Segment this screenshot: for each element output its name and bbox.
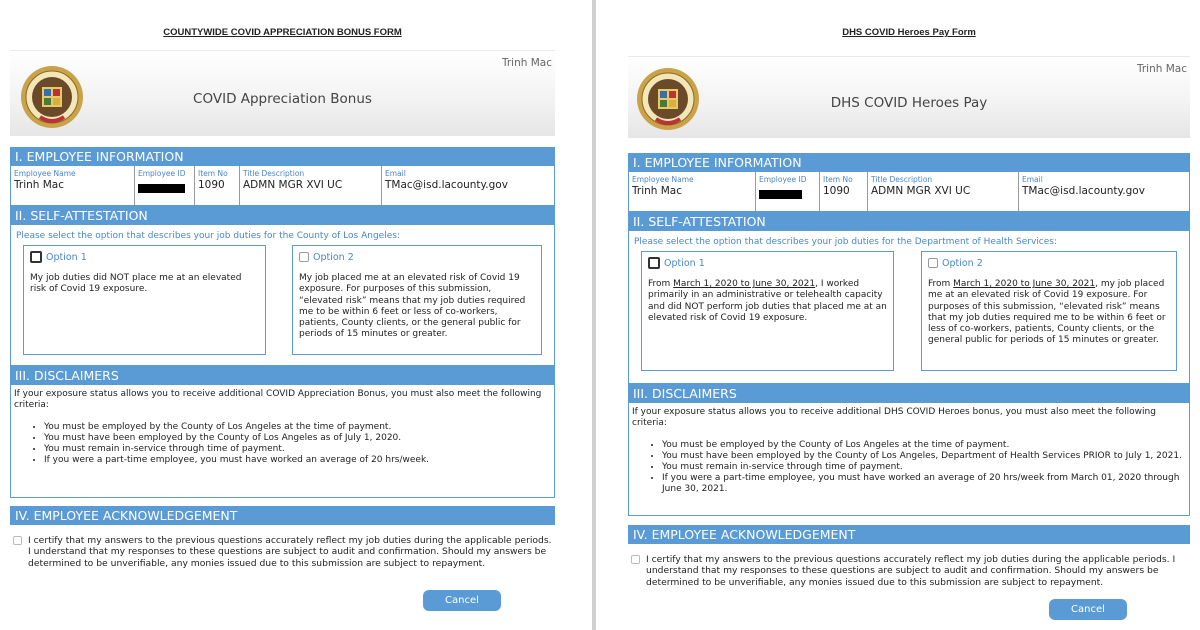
employee-id-cell: [135, 166, 195, 205]
user-name: Trinh Mac: [501, 57, 552, 69]
form-title: DHS COVID Heroes Pay Form: [842, 27, 976, 38]
title-description-cell: [868, 172, 1019, 211]
criteria-item: • If you were a part-time employee, you must have worked an average of 20 hrs/week.: [44, 455, 551, 466]
title-description-value: ADMN MGR XVI UC: [243, 179, 343, 191]
item-no-label: Item No: [198, 169, 228, 178]
option-2-label: Option 2: [942, 257, 983, 269]
page-title: DHS COVID Heroes Pay: [830, 95, 988, 111]
acknowledgement: [628, 544, 1190, 588]
user-name: Trinh Mac: [1136, 63, 1187, 75]
criteria-item: • You must be employed by the County of Los Angeles at the time of payment.: [44, 422, 551, 433]
option-1-label: Option 1: [46, 251, 87, 263]
acknowledgement-checkbox[interactable]: [631, 555, 640, 564]
email-value: TMac@isd.lacounty.gov: [1022, 185, 1145, 197]
email-label: Email: [1022, 175, 1043, 184]
employee-id-label: Employee ID: [138, 169, 186, 178]
section-disclaimers: III. DISCLAIMERS: [10, 366, 555, 385]
acknowledgement: [10, 525, 555, 569]
section-self-attestation: II. SELF-ATTESTATION: [10, 206, 555, 225]
employee-name-cell: [629, 172, 756, 211]
section-employee-information: I. EMPLOYEE INFORMATION: [628, 153, 1190, 172]
criteria-item: • You must have been employed by the County of Los Angeles, Department of Health Services PRIOR to July 1, 2021.: [662, 451, 1186, 462]
option-1-text: My job duties did NOT place me at an elevated risk of Covid 19 exposure.: [30, 273, 242, 295]
title-description-label: Title Description: [871, 175, 933, 184]
criteria-item: • You must remain in-service through time of payment.: [44, 444, 551, 455]
employee-name-cell: [11, 166, 135, 205]
form-header: [628, 56, 1190, 138]
option-2-text: My job placed me at an elevated risk of Covid 19 exposure. For purposes of this submission, “elevated risk” means that my job duties required me to be within 6 feet or less of co-workers, patients, County clients, or the general public for periods of 15 minutes or greater.: [299, 273, 526, 340]
disclaimer-intro: If your exposure status allows you to receive additional DHS COVID Heroes bonus, you must also meet the following criteria:: [632, 407, 1156, 429]
form-header: [10, 50, 555, 136]
title-description-cell: [240, 166, 382, 205]
option-1-label: Option 1: [664, 257, 705, 269]
employee-name-value: Trinh Mac: [632, 185, 683, 197]
item-no-value: 1090: [198, 179, 225, 191]
criteria-list: [662, 440, 1186, 495]
title-description-label: Title Description: [243, 169, 305, 178]
form-title: COUNTYWIDE COVID APPRECIATION BONUS FORM: [163, 27, 402, 38]
item-no-cell: [820, 172, 868, 211]
option-1-checkbox[interactable]: [30, 251, 42, 263]
email-cell: [1019, 172, 1189, 211]
item-no-cell: [195, 166, 240, 205]
email-value: TMac@isd.lacounty.gov: [385, 179, 508, 191]
cancel-button[interactable]: Cancel: [1049, 599, 1127, 620]
item-no-label: Item No: [823, 175, 853, 184]
page-title: COVID Appreciation Bonus: [193, 91, 372, 107]
item-no-value: 1090: [823, 185, 850, 197]
cancel-button[interactable]: Cancel: [423, 590, 501, 611]
option-1-checkbox[interactable]: [648, 257, 660, 269]
employee-id-redacted: [759, 190, 802, 199]
disclaimers-box: [10, 385, 555, 498]
section-disclaimers: III. DISCLAIMERS: [628, 384, 1190, 403]
disclaimers-box: [628, 403, 1190, 516]
employee-name-label: Employee Name: [14, 169, 76, 178]
option-1-date-range: March 1, 2020 to June 30, 2021: [673, 279, 816, 289]
section-self-attestation: II. SELF-ATTESTATION: [628, 212, 1190, 231]
employee-info-table: [10, 166, 555, 206]
email-cell: [382, 166, 554, 205]
option-1-card[interactable]: [641, 251, 894, 371]
criteria-list: [44, 422, 551, 466]
employee-id-redacted: [138, 184, 185, 193]
acknowledgement-text: I certify that my answers to the previous questions accurately reflect my job duties during the applicable periods. I understand that my responses to these questions are subject to audit and confirmation. Should my answers be determined to be unverifiable, any monies issued due to this submission are subject to repayment.: [646, 554, 1176, 588]
option-1-card[interactable]: [23, 245, 266, 355]
option-2-checkbox[interactable]: [299, 252, 309, 262]
attestation-prompt: Please select the option that describes your job duties for the Department of Health Services:: [634, 237, 1057, 247]
acknowledgement-text: I certify that my answers to the previous questions accurately reflect my job duties during the applicable periods. I understand that my responses to these questions are subject to audit and confirmation. Should my answers be determined to be unverifiable, any monies issued due to this submission are subject to repayment.: [28, 535, 552, 569]
criteria-item: • You must remain in-service through time of payment.: [662, 462, 1186, 473]
employee-name-label: Employee Name: [632, 175, 694, 184]
panel-divider: [592, 0, 596, 630]
email-label: Email: [385, 169, 406, 178]
title-description-value: ADMN MGR XVI UC: [871, 185, 971, 197]
option-2-label: Option 2: [313, 251, 354, 263]
self-attestation-box: [628, 231, 1190, 384]
option-2-text: From March 1, 2020 to June 30, 2021, my job placed me at an elevated risk of Covid 19 exposure. For purposes of this submission, “elevated risk” means that my job duties required me to be within 6 feet or less of co-workers, patients, County clients, or the general public for periods of 15 minutes or greater.: [928, 279, 1166, 346]
option-2-checkbox[interactable]: [928, 258, 938, 268]
section-employee-acknowledgement: IV. EMPLOYEE ACKNOWLEDGEMENT: [628, 525, 1190, 544]
dhs-heroes-pay-form-panel: [628, 0, 1190, 630]
employee-name-value: Trinh Mac: [14, 179, 65, 191]
acknowledgement-checkbox[interactable]: [13, 536, 22, 545]
option-1-text: From March 1, 2020 to June 30, 2021, I worked primarily in an administrative or telehealth capacity and did NOT perform job duties that placed me at an elevated risk of Covid 19 exposure.: [648, 279, 887, 323]
section-employee-information: I. EMPLOYEE INFORMATION: [10, 147, 555, 166]
employee-id-label: Employee ID: [759, 175, 807, 184]
option-2-card[interactable]: [921, 251, 1177, 371]
employee-id-cell: [756, 172, 820, 211]
attestation-prompt: Please select the option that describes your job duties for the County of Los Angeles:: [16, 231, 400, 241]
criteria-item: • You must be employed by the County of Los Angeles at the time of payment.: [662, 440, 1186, 451]
criteria-item: • If you were a part-time employee, you must have worked an average of 20 hrs/week from March 01, 2020 through June 30, 2021.: [662, 473, 1186, 495]
employee-info-table: [628, 172, 1190, 212]
covid-appreciation-form-panel: [10, 0, 555, 630]
self-attestation-box: [10, 225, 555, 366]
section-employee-acknowledgement: IV. EMPLOYEE ACKNOWLEDGEMENT: [10, 506, 555, 525]
option-2-date-range: March 1, 2020 to June 30, 2021: [953, 279, 1096, 289]
option-2-card[interactable]: [292, 245, 542, 355]
criteria-item: • You must have been employed by the County of Los Angeles as of July 1, 2020.: [44, 433, 551, 444]
disclaimer-intro: If your exposure status allows you to receive additional COVID Appreciation Bonus, you must also meet the following criteria:: [14, 389, 542, 411]
